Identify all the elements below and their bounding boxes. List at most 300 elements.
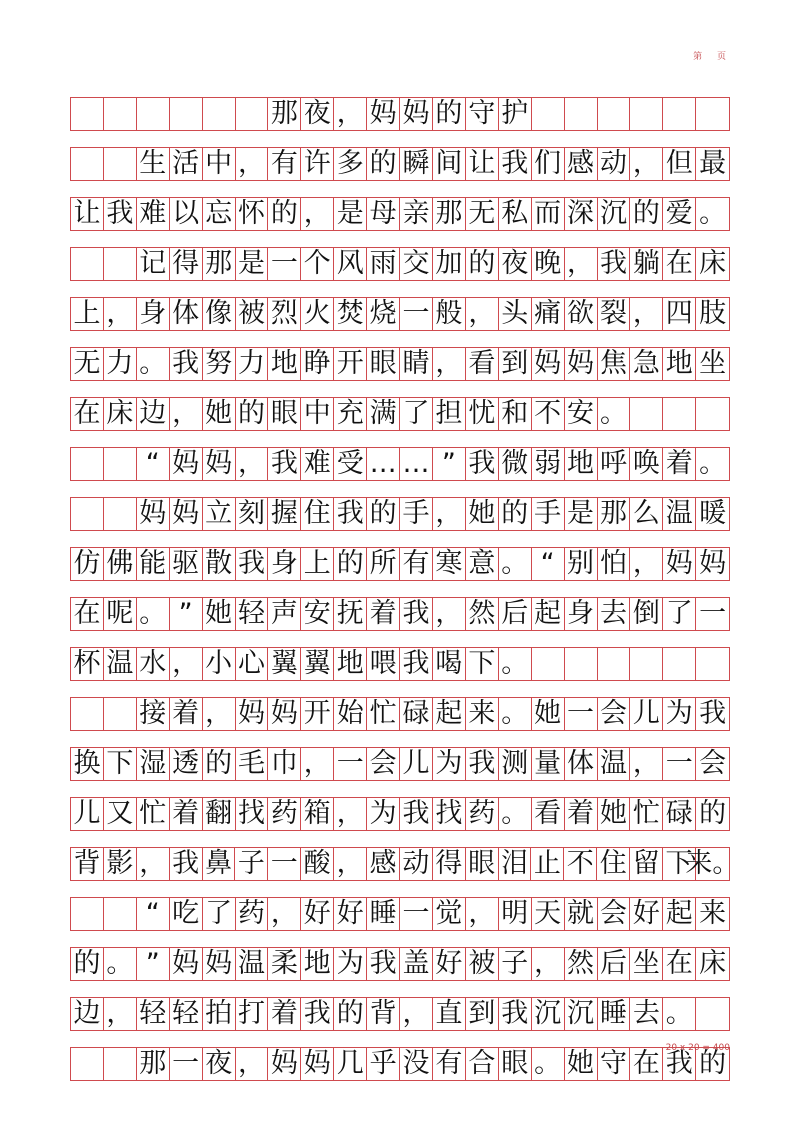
grid-cell: ， [334, 798, 367, 830]
grid-cell [71, 148, 104, 180]
grid-cell: 无 [71, 348, 104, 380]
grid-cell: 受 [334, 448, 367, 480]
grid-cell: 眼 [367, 348, 400, 380]
grid-cell [104, 498, 137, 530]
grid-cell: 感 [367, 848, 400, 880]
grid-cell: 体 [565, 748, 598, 780]
grid-cell: 。 [532, 1048, 565, 1080]
grid-cell: 能 [137, 548, 170, 580]
grid-cell: 的 [334, 998, 367, 1030]
grid-cell: 翼 [301, 648, 334, 680]
grid-cell: 身 [268, 548, 301, 580]
grid-cell: 药 [466, 798, 499, 830]
grid-cell: ， [104, 298, 137, 330]
grid-cell: 她 [532, 698, 565, 730]
grid-cell: 轻 [236, 598, 269, 630]
grid-cell: 难 [301, 448, 334, 480]
grid-cell: 身 [565, 598, 598, 630]
grid-cell: 找 [433, 798, 466, 830]
grid-cell: 深 [565, 198, 598, 230]
grid-cell: 动 [598, 148, 631, 180]
grid-cell: 怕 [598, 548, 631, 580]
grid-cell: 力 [236, 348, 269, 380]
grid-cell: 加 [433, 248, 466, 280]
grid-cell: 努 [203, 348, 236, 380]
grid-cell: 明 [499, 898, 532, 930]
grid-cell: 有 [400, 548, 433, 580]
grid-cell: 我 [499, 148, 532, 180]
grid-row [70, 997, 730, 1031]
grid-cell: 一 [400, 898, 433, 930]
grid-cell: ， [433, 348, 466, 380]
grid-cell: 的 [466, 248, 499, 280]
grid-cell: “ [532, 548, 565, 580]
grid-cell: 药 [236, 898, 269, 930]
grid-cell [71, 698, 104, 730]
grid-cell: 。 [499, 548, 532, 580]
grid-cell: 守 [466, 98, 499, 130]
grid-cell [137, 98, 170, 130]
grid-cell: 守 [598, 1048, 631, 1080]
grid-cell: 四 [663, 298, 696, 330]
essay-grid [70, 97, 740, 1097]
grid-cell: 一 [699, 598, 727, 629]
grid-cell: 起 [433, 698, 466, 730]
grid-cell: 着 [170, 798, 203, 830]
grid-cell: 上 [71, 298, 104, 330]
grid-cell: ， [236, 448, 269, 480]
grid-cell: 她 [565, 1048, 598, 1080]
grid-cell: 但 [663, 148, 696, 180]
grid-cell: 到 [466, 998, 499, 1030]
grid-cell [696, 998, 729, 1030]
grid-spec-label: 20 x 20 = 400 [665, 1043, 730, 1053]
grid-cell: 那 [598, 498, 631, 530]
grid-cell: 中 [203, 148, 236, 180]
grid-cell: 下 [104, 748, 137, 780]
grid-cell: 起 [663, 898, 696, 930]
grid-cell: 。 [499, 698, 532, 730]
grid-cell: 火 [301, 298, 334, 330]
grid-cell: 坐 [630, 948, 663, 980]
grid-cell [565, 98, 598, 130]
grid-cell: ， [170, 398, 203, 430]
grid-cell: 边 [137, 398, 170, 430]
grid-cell: 的 [433, 98, 466, 130]
grid-cell: 天 [532, 898, 565, 930]
grid-cell: 呢 [104, 598, 137, 630]
grid-cell: 沉 [565, 998, 598, 1030]
grid-cell: 忙 [367, 698, 400, 730]
grid-cell: 杯 [71, 648, 104, 680]
grid-cell: 烧 [367, 298, 400, 330]
grid-cell: 为 [663, 698, 696, 730]
grid-cell: 着 [268, 998, 301, 1030]
grid-cell: 不 [564, 848, 597, 880]
grid-cell: 一 [170, 1048, 203, 1080]
grid-cell: 直 [433, 998, 466, 1030]
grid-cell: 我 [268, 448, 301, 480]
grid-cell: 箱 [301, 798, 334, 830]
grid-cell: 爱 [663, 198, 696, 230]
grid-cell: 头 [499, 298, 532, 330]
grid-cell: 妈 [532, 348, 565, 380]
grid-cell: 刻 [236, 498, 269, 530]
grid-cell: 的 [203, 748, 236, 780]
grid-cell: ， [433, 598, 466, 630]
grid-row [70, 847, 740, 881]
grid-cell: 地 [301, 948, 334, 980]
grid-cell: 。 [699, 448, 727, 479]
grid-cell: 的 [699, 798, 727, 829]
grid-row [70, 247, 730, 281]
grid-row [70, 647, 730, 681]
grid-cell: 去 [630, 998, 663, 1030]
grid-cell: 背 [71, 848, 104, 880]
grid-cell: 佛 [104, 548, 137, 580]
grid-cell: 被 [466, 948, 499, 980]
grid-cell: 地 [268, 348, 301, 380]
grid-cell: 是 [334, 198, 367, 230]
grid-cell: 巾 [268, 748, 301, 780]
grid-cell: 担 [433, 398, 466, 430]
grid-cell: 。 [499, 798, 532, 830]
grid-cell: “ [137, 898, 170, 930]
grid-cell: 看 [466, 348, 499, 380]
grid-cell: 我 [400, 648, 433, 680]
grid-cell: 合 [466, 1048, 499, 1080]
grid-cell: 满 [367, 398, 400, 430]
grid-cell: 儿 [630, 698, 663, 730]
grid-cell: 床 [699, 248, 727, 279]
grid-row [70, 947, 730, 981]
grid-cell: 觉 [433, 898, 466, 930]
grid-cell: 边 [71, 998, 104, 1030]
grid-cell: 翻 [203, 798, 236, 830]
grid-cell: 沉 [532, 998, 565, 1030]
grid-cell: 间 [433, 148, 466, 180]
grid-cell: 没 [400, 1048, 433, 1080]
grid-cell: 儿 [71, 798, 104, 830]
grid-cell: 妈 [268, 1048, 301, 1080]
grid-cell [71, 1048, 104, 1080]
grid-cell: 眼 [499, 1048, 532, 1080]
grid-cell: 轻 [170, 998, 203, 1030]
grid-cell: 我 [334, 498, 367, 530]
grid-cell: 让 [466, 148, 499, 180]
grid-cell: 会 [699, 748, 727, 779]
grid-cell: 有 [268, 148, 301, 180]
grid-cell [104, 1048, 137, 1080]
grid-cell: 一 [268, 848, 301, 880]
grid-cell: 妈 [137, 498, 170, 530]
grid-cell: 子 [499, 948, 532, 980]
grid-cell: 活 [170, 148, 203, 180]
grid-cell: 来 [699, 898, 727, 929]
grid-cell: 睛 [400, 348, 433, 380]
grid-cell: 感 [565, 148, 598, 180]
grid-cell: 后 [499, 598, 532, 630]
grid-cell: 在 [663, 948, 696, 980]
grid-cell: 然 [466, 598, 499, 630]
grid-cell: 焚 [334, 298, 367, 330]
grid-cell: 一 [663, 748, 696, 780]
grid-cell: 我 [499, 998, 532, 1030]
grid-cell: 我 [400, 798, 433, 830]
grid-cell: 床 [699, 948, 727, 979]
grid-cell: 乎 [367, 1048, 400, 1080]
grid-cell: 体 [170, 298, 203, 330]
grid-cell: 瞬 [400, 148, 433, 180]
grid-cell [104, 448, 137, 480]
grid-row [70, 1047, 730, 1081]
grid-cell: 所 [367, 548, 400, 580]
grid-cell: 我 [170, 848, 203, 880]
grid-cell: 躺 [630, 248, 663, 280]
grid-cell: 唤 [630, 448, 663, 480]
grid-cell [71, 448, 104, 480]
grid-cell: 是 [236, 248, 269, 280]
grid-cell: 有 [433, 1048, 466, 1080]
grid-cell: ， [334, 98, 367, 130]
grid-cell: ， [137, 848, 170, 880]
grid-cell: 开 [334, 348, 367, 380]
grid-row [70, 897, 730, 931]
grid-cell: 忧 [466, 398, 499, 430]
grid-cell: 上 [301, 548, 334, 580]
grid-cell: 身 [137, 298, 170, 330]
grid-cell [104, 698, 137, 730]
grid-cell: 们 [532, 148, 565, 180]
grid-cell: 始 [334, 698, 367, 730]
grid-row [70, 347, 730, 381]
grid-cell [104, 98, 137, 130]
grid-cell: 泪 [499, 848, 532, 880]
grid-cell: 像 [203, 298, 236, 330]
grid-cell: 难 [137, 198, 170, 230]
grid-cell: 着 [367, 598, 400, 630]
grid-cell: 打 [236, 998, 269, 1030]
grid-cell: ， [236, 148, 269, 180]
grid-cell: 好 [334, 898, 367, 930]
grid-cell: 我 [104, 198, 137, 230]
grid-cell: 找 [236, 798, 269, 830]
grid-cell: 。 [499, 648, 532, 680]
grid-cell [170, 98, 203, 130]
grid-cell: ， [433, 498, 466, 530]
grid-cell: 水 [137, 648, 170, 680]
grid-cell: 生 [137, 148, 170, 180]
grid-cell [532, 98, 565, 130]
grid-cell: 为 [367, 798, 400, 830]
grid-cell: 妈 [663, 548, 696, 580]
grid-row [70, 397, 730, 431]
grid-row [70, 697, 730, 731]
grid-cell: 和 [499, 398, 532, 430]
grid-cell: 后 [598, 948, 631, 980]
grid-cell: ， [630, 548, 663, 580]
grid-cell [71, 248, 104, 280]
grid-cell: 痛 [532, 298, 565, 330]
grid-cell: 得 [433, 848, 466, 880]
grid-cell: ， [334, 848, 367, 880]
grid-cell: ， [301, 748, 334, 780]
grid-cell: 交 [400, 248, 433, 280]
grid-cell: 妈 [301, 1048, 334, 1080]
grid-cell: 喂 [367, 648, 400, 680]
grid-cell: 止 [531, 848, 564, 880]
grid-cell: 烈 [268, 298, 301, 330]
grid-cell: 。 [104, 948, 137, 980]
grid-cell: 妈 [203, 948, 236, 980]
grid-cell: 下 [663, 848, 696, 880]
grid-cell: 坐 [699, 348, 727, 379]
grid-cell [696, 98, 729, 130]
grid-cell: 影 [104, 848, 137, 880]
grid-cell: 着 [170, 698, 203, 730]
grid-cell: 会 [598, 898, 631, 930]
grid-cell: 她 [203, 398, 236, 430]
grid-cell: 下 [466, 648, 499, 680]
grid-cell: 。 [137, 348, 170, 380]
grid-cell: 妈 [236, 698, 269, 730]
grid-cell: ， [532, 948, 565, 980]
grid-cell: 换 [71, 748, 104, 780]
grid-cell: 是 [565, 498, 598, 530]
grid-cell: 毛 [236, 748, 269, 780]
grid-cell: 么 [630, 498, 663, 530]
grid-cell: 雨 [367, 248, 400, 280]
grid-cell: 不 [532, 398, 565, 430]
grid-cell: 安 [565, 398, 598, 430]
grid-cell: 眼 [268, 398, 301, 430]
grid-cell: ” [433, 448, 466, 480]
grid-cell [532, 648, 565, 680]
grid-cell: 就 [565, 898, 598, 930]
grid-cell: 在 [71, 598, 104, 630]
grid-cell: 忙 [137, 798, 170, 830]
grid-cell [696, 648, 729, 680]
grid-cell: 我 [236, 548, 269, 580]
grid-cell: 散 [203, 548, 236, 580]
grid-row [70, 547, 730, 581]
grid-cell: 那 [433, 198, 466, 230]
grid-cell: 私 [499, 198, 532, 230]
grid-cell: 碌 [663, 798, 696, 830]
grid-cell: 着 [565, 798, 598, 830]
grid-cell: 一 [400, 298, 433, 330]
grid-cell [663, 398, 696, 430]
grid-cell: 会 [367, 748, 400, 780]
grid-cell [236, 98, 269, 130]
grid-row [70, 597, 730, 631]
grid-cell: 意 [466, 548, 499, 580]
grid-cell: 。 [598, 398, 631, 430]
grid-cell: 的 [699, 1048, 727, 1079]
grid-cell: 握 [268, 498, 301, 530]
grid-cell: 以 [170, 198, 203, 230]
grid-cell: 地 [334, 648, 367, 680]
grid-cell: 充 [334, 398, 367, 430]
grid-cell: 好 [433, 948, 466, 980]
grid-cell: 手 [400, 498, 433, 530]
grid-cell: 湿 [137, 748, 170, 780]
grid-cell: 盖 [400, 948, 433, 980]
grid-cell: 手 [532, 498, 565, 530]
grid-row [70, 797, 730, 831]
grid-cell: 开 [301, 698, 334, 730]
grid-row [70, 97, 730, 131]
grid-cell: 我 [466, 448, 499, 480]
grid-cell: 。 [699, 198, 727, 229]
grid-cell: 温 [236, 948, 269, 980]
grid-cell: 背 [367, 998, 400, 1030]
grid-cell: 般 [433, 298, 466, 330]
grid-cell: 来 [466, 698, 499, 730]
grid-cell: 晚 [532, 248, 565, 280]
grid-cell: 去 [598, 598, 631, 630]
grid-cell: 。 [663, 998, 696, 1030]
grid-cell: 的 [630, 198, 663, 230]
grid-cell: 妈 [699, 548, 727, 579]
grid-cell: 动 [400, 848, 433, 880]
grid-cell: 碌 [400, 698, 433, 730]
grid-cell: 忘 [203, 198, 236, 230]
grid-cell [630, 398, 663, 430]
grid-cell: 焦 [598, 348, 631, 380]
grid-cell: 倒 [630, 598, 663, 630]
grid-cell: 母 [367, 198, 400, 230]
grid-cell: 为 [334, 948, 367, 980]
grid-cell: 沉 [598, 198, 631, 230]
grid-cell: 妈 [203, 448, 236, 480]
grid-cell [104, 148, 137, 180]
grid-cell: 柔 [268, 948, 301, 980]
grid-cell: 的 [499, 498, 532, 530]
grid-cell: 亲 [400, 198, 433, 230]
grid-cell: 妈 [170, 948, 203, 980]
grid-cell: 温 [598, 748, 631, 780]
grid-cell: 呼 [598, 448, 631, 480]
grid-cell: 在 [630, 1048, 663, 1080]
grid-cell: ， [268, 898, 301, 930]
grid-cell: 吃 [170, 898, 203, 930]
grid-cell: … [367, 448, 400, 480]
grid-cell: 仿 [71, 548, 104, 580]
grid-cell: 到 [499, 348, 532, 380]
grid-cell: 被 [236, 298, 269, 330]
grid-cell: 了 [203, 898, 236, 930]
grid-cell: 妈 [400, 98, 433, 130]
grid-cell [663, 98, 696, 130]
grid-cell: 的 [334, 548, 367, 580]
grid-cell: 然 [565, 948, 598, 980]
page-number-label: 第 页 [693, 52, 732, 62]
grid-cell: 她 [466, 498, 499, 530]
grid-cell: 儿 [400, 748, 433, 780]
grid-cell: 量 [532, 748, 565, 780]
grid-cell: 夜 [203, 1048, 236, 1080]
grid-cell: 妈 [170, 498, 203, 530]
grid-cell: ， [104, 998, 137, 1030]
grid-row [70, 497, 730, 531]
grid-cell: 拍 [203, 998, 236, 1030]
grid-cell: 让 [71, 198, 104, 230]
grid-cell: 一 [268, 248, 301, 280]
grid-cell: 着 [663, 448, 696, 480]
grid-cell: 的 [236, 398, 269, 430]
grid-cell: 看 [532, 798, 565, 830]
